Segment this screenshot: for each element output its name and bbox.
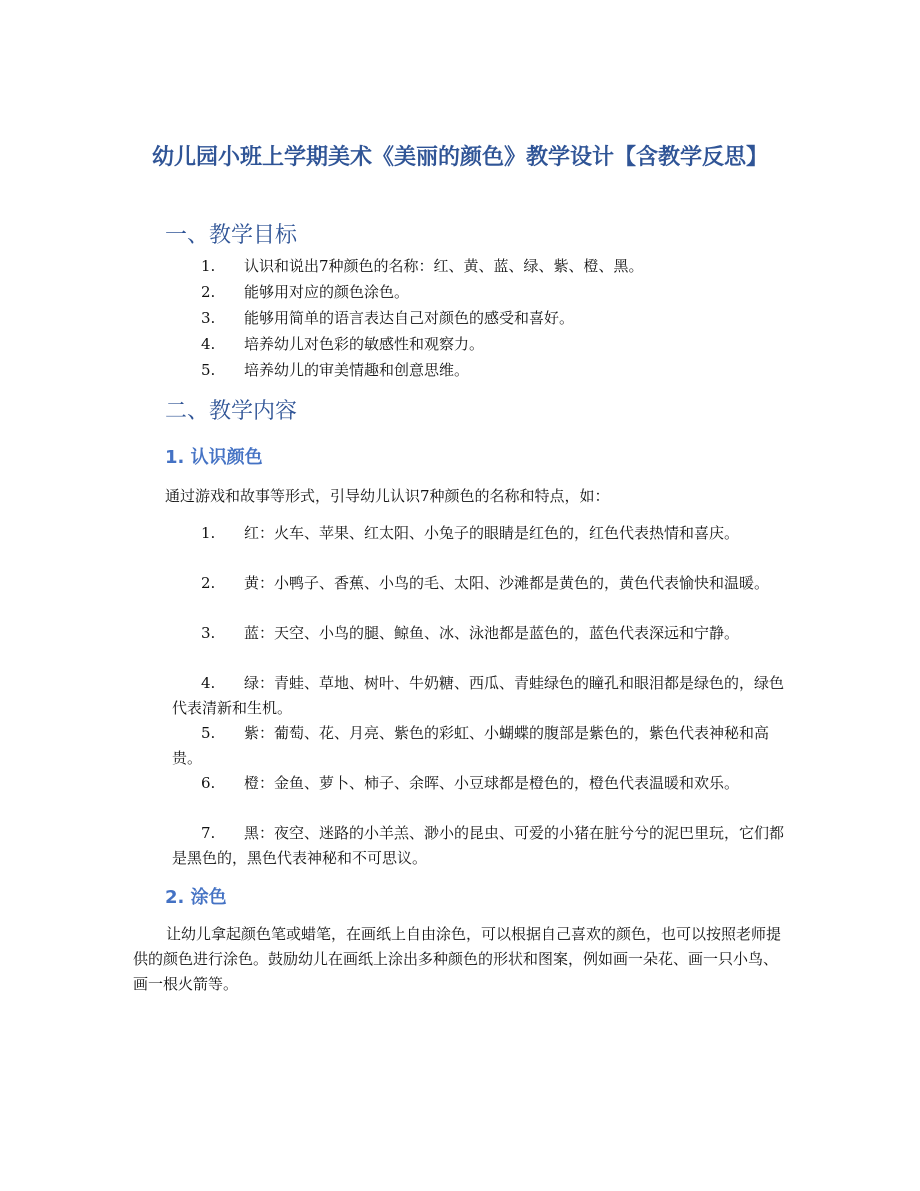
list-item [172,721,786,771]
list-item [165,253,785,279]
list-number: 2. [201,574,216,592]
list-item [172,821,786,871]
list-item [172,771,786,821]
section-heading-goals: 一、教学目标 [165,223,298,248]
list-text: 蓝：天空、小鸟的腿、鲸鱼、冰、泳池都是蓝色的，蓝色代表深远和宁静。 [244,624,740,642]
section-heading-content: 二、教学内容 [165,399,298,424]
list-number: 4. [201,335,216,353]
list-number: 3. [201,309,216,327]
list-item [165,279,785,305]
subsection-heading-coloring: 2. 涂色 [165,887,227,908]
list-text: 认识和说出7种颜色的名称：红、黄、蓝、绿、紫、橙、黑。 [244,257,644,275]
list-number: 1. [201,524,216,542]
list-number: 6. [201,774,216,792]
list-number: 3. [201,624,216,642]
list-text: 能够用对应的颜色涂色。 [244,283,410,301]
list-number: 7. [201,824,216,842]
subsection-heading-colors: 1. 认识颜色 [165,447,263,468]
list-text: 能够用简单的语言表达自己对颜色的感受和喜好。 [244,309,575,327]
list-item [172,571,786,621]
coloring-paragraph: 让幼儿拿起颜色笔或蜡笔，在画纸上自由涂色，可以根据自己喜欢的颜色，也可以按照老师提供的颜色进行涂色。鼓励幼儿在画纸上涂出多种颜色的形状和图案，例如画一朵花、画一只小鸟、画一根火箭等。 [133,925,782,993]
list-number: 5. [201,724,216,742]
list-item [172,621,786,671]
list-item [165,331,785,357]
list-number: 1. [201,257,216,275]
list-text: 橙：金鱼、萝卜、柿子、余晖、小豆球都是橙色的，橙色代表温暖和欢乐。 [244,774,740,792]
list-item [172,671,786,721]
list-number: 2. [201,283,216,301]
list-text: 培养幼儿对色彩的敏感性和观察力。 [244,335,485,353]
list-text: 培养幼儿的审美情趣和创意思维。 [244,361,470,379]
list-text: 红：火车、苹果、红太阳、小兔子的眼睛是红色的，红色代表热情和喜庆。 [244,524,740,542]
list-text: 黑：夜空、迷路的小羊羔、渺小的昆虫、可爱的小猪在脏兮兮的泥巴里玩，它们都是黑色的，黑色代表神秘和不可思议。 [172,824,785,867]
list-item [165,357,785,383]
goals-list [165,253,785,383]
list-item [165,305,785,331]
list-number: 5. [201,361,216,379]
document-title: 幼儿园小班上学期美术《美丽的颜色》教学设计【含教学反思】 [151,145,768,170]
list-text: 紫：葡萄、花、月亮、紫色的彩虹、小蝴蝶的腹部是紫色的，紫色代表神秘和高贵。 [172,724,770,767]
list-number: 4. [201,674,216,692]
list-text: 黄：小鸭子、香蕉、小鸟的毛、太阳、沙滩都是黄色的，黄色代表愉快和温暖。 [244,574,770,592]
list-item [172,521,786,571]
list-text: 绿：青蛙、草地、树叶、牛奶糖、西瓜、青蛙绿色的瞳孔和眼泪都是绿色的，绿色代表清新和生机。 [172,674,785,717]
colors-intro: 通过游戏和故事等形式，引导幼儿认识7种颜色的名称和特点，如： [165,487,610,505]
colors-list [172,521,786,871]
